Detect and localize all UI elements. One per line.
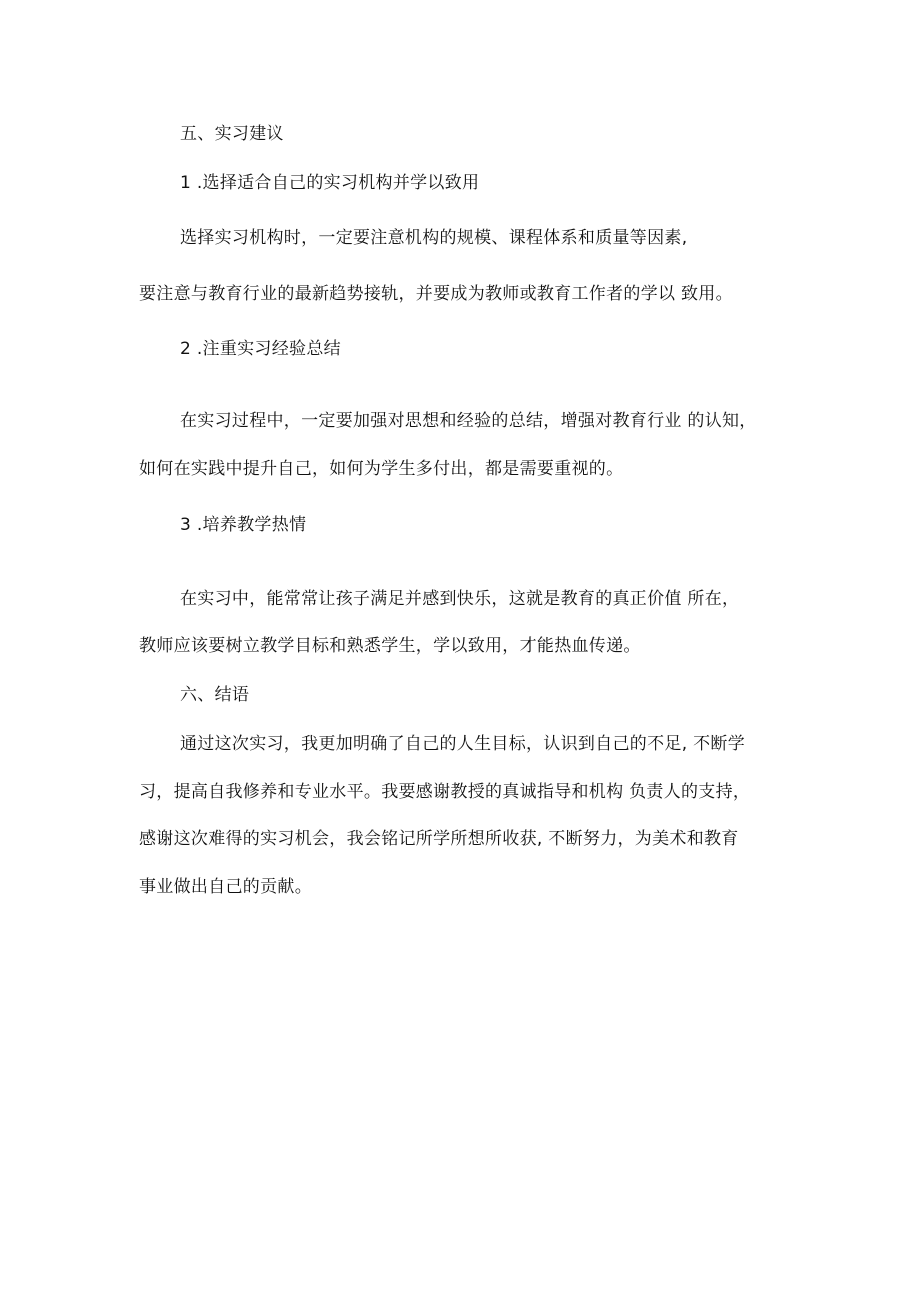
paragraph-line: 通过这次实习，我更加明确了自己的人生目标，认识到自己的不足, 不断学 [180,734,746,754]
paragraph-line: 在实习过程中，一定要加强对思想和经验的总结，增强对教育行业 的认知， [180,411,757,431]
section-heading: 六、结语 [180,685,250,705]
paragraph-line: 如何在实践中提升自己，如何为学生多付出，都是需要重视的。 [139,459,624,479]
paragraph-line: 教师应该要树立教学目标和熟悉学生，学以致用，才能热血传递。 [139,636,641,656]
item-title: 2 .注重实习经验总结 [180,339,341,359]
paragraph-line: 习，提高自我修养和专业水平。我要感谢教授的真诚指导和机构 负责人的支持， [139,782,751,802]
item-title: 3 .培养教学热情 [180,515,307,535]
paragraph-line: 事业做出自己的贡献。 [139,877,312,897]
paragraph-line: 感谢这次难得的实习机会，我会铭记所学所想所收获, 不断努力，为美术和教育 [139,829,739,849]
section-heading: 五、实习建议 [180,124,284,144]
paragraph-line: 选择实习机构时，一定要注意机构的规模、课程体系和质量等因素, [180,228,688,248]
item-title: 1 .选择适合自己的实习机构并学以致用 [180,173,480,193]
paragraph-line: 在实习中，能常常让孩子满足并感到快乐，这就是教育的真正价值 所在， [180,589,740,609]
paragraph-line: 要注意与教育行业的最新趋势接轨，并要成为教师或教育工作者的学以 致用。 [139,284,733,304]
